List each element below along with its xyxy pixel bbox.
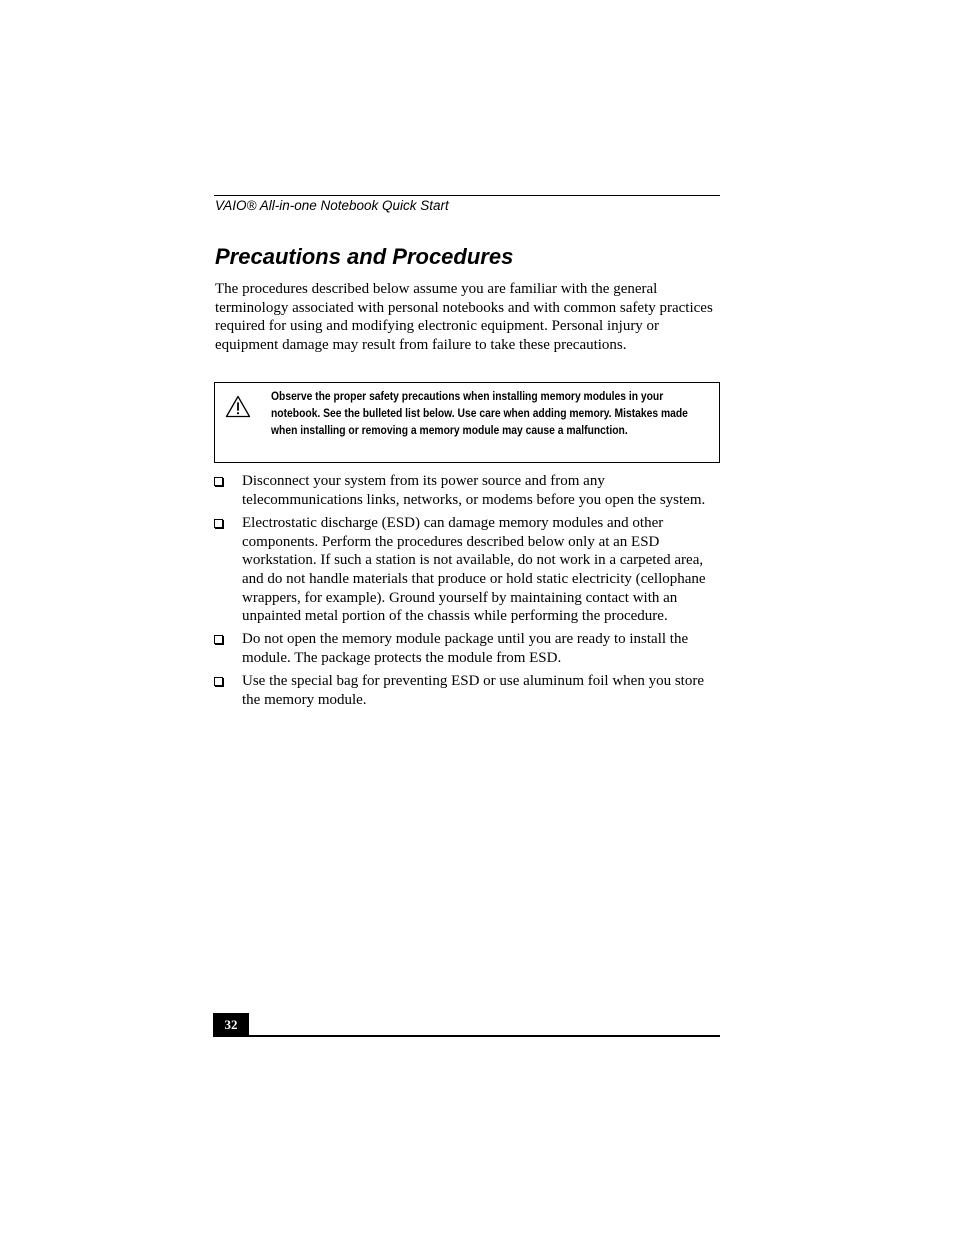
caution-box <box>214 382 720 463</box>
checkbox-bullet-icon <box>214 519 223 528</box>
intro-paragraph: The procedures described below assume you are familiar with the general terminology associated with personal notebooks and with common safety practices required for using and modifying electronic equipment. Personal injury or equipment damage may result from failure to take these precautions. <box>215 281 713 354</box>
header-rule <box>214 195 720 196</box>
running-header: VAIO® All-in-one Notebook Quick Start <box>215 198 449 213</box>
list-item <box>213 472 721 509</box>
list-item-text: Electrostatic discharge (ESD) can damage memory modules and other components. Perform the procedures described below only at an ESD workstation. If such a station is not available, do not work in a carpeted area, and do not handle materials that produce or hold static electricity (cellophane wrappers, for example). Ground yourself by maintaining contact with an unpainted metal portion of the chassis while performing the procedure. <box>242 514 706 625</box>
list-item-text: Do not open the memory module package until you are ready to install the module. The package protects the module from ESD. <box>242 631 689 667</box>
footer-rule <box>213 1035 720 1037</box>
checkbox-bullet-icon <box>214 635 223 644</box>
list-item-text: Use the special bag for preventing ESD or use aluminum foil when you store the memory module. <box>242 673 704 708</box>
checkbox-bullet-icon <box>214 477 223 486</box>
precautions-list <box>213 472 721 714</box>
caution-text: Observe the proper safety precautions when installing memory modules in your notebook. See the bulleted list below. Use care when adding memory. Mistakes made when installing or removing a memory module may cause a malfunction. <box>271 389 688 437</box>
list-item <box>213 514 721 626</box>
page-number: 32 <box>213 1013 249 1036</box>
list-item <box>213 672 721 709</box>
list-item-text: Disconnect your system from its power source and from any telecommunications links, networks, or modems before you open the system. <box>242 473 706 508</box>
warning-triangle-icon <box>225 395 251 418</box>
page-title: Precautions and Procedures <box>215 244 514 269</box>
checkbox-bullet-icon <box>214 677 223 686</box>
list-item <box>213 630 721 667</box>
